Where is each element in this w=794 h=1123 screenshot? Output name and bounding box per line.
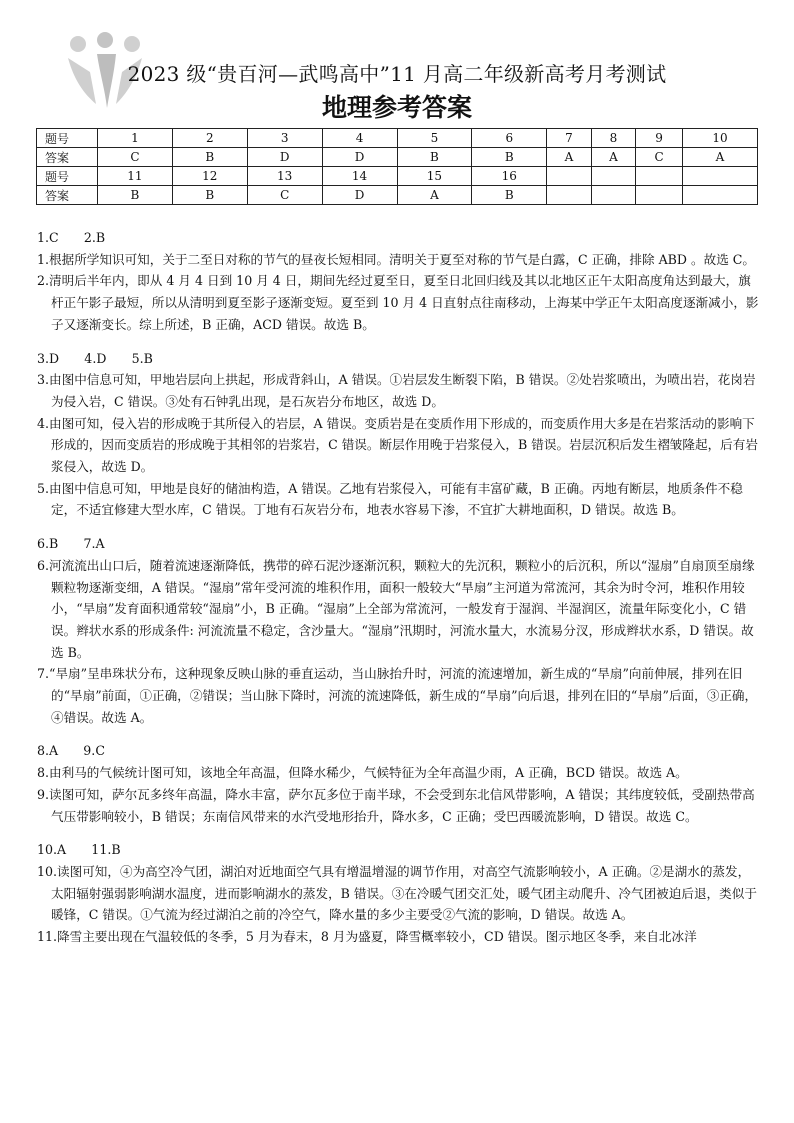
answer-explanations [37, 227, 762, 948]
answer-cell [636, 167, 683, 186]
explanation-paragraph: 4.由图可知，侵入岩的形成晚于其所侵入的岩层，A 错误。变质岩是在变质作用下形成的，而变质作用大多是在岩浆活动的影响下形成的，因而变质岩的形成晚于其相邻的岩浆岩，C 错误。断层作用晚于岩浆侵入，B 错误。岩层沉积后发生褶皱隆起，后有岩浆侵入，故选 D。 [37, 415, 758, 475]
answer-table-row [37, 148, 758, 167]
explanation-paragraph: 7.“旱扇”呈串珠状分布，这种现象反映山脉的垂直运动，当山脉抬升时，河流的流速增加，新生成的“旱扇”向前伸展，排列在旧的“旱扇”前面，①正确，②错误；当山脉下降时，河流的流速降低，新生成的“旱扇”向后退，排列在旧的“旱扇”后面，③正确，④错误。故选 A。 [37, 666, 758, 725]
answer-group: 8.A 9.C [37, 743, 105, 759]
answer-table [36, 128, 758, 205]
answer-cell: A [683, 148, 758, 167]
answer-cell [591, 167, 635, 186]
explanation-paragraph: 3.由图中信息可知，甲地岩层向上拱起，形成背斜山，A 错误。①岩层发生断裂下陷，B 错误。②处岩浆喷出，为喷出岩，花岗岩为侵入岩，C 错误。③处有石钟乳出现，是石灰岩分布地区，故选 D。 [37, 372, 756, 409]
explanation-paragraph: 5.由图中信息可知，甲地是良好的储油构造，A 错误。乙地有岩浆侵入，可能有丰富矿藏，B 正确。丙地有断层，地质条件不稳定，不适宜修建大型水库，C 错误。丁地有石灰岩分布，地表水容易下渗，不宜扩大耕地面积，D 错误。故选 B。 [37, 480, 743, 518]
answer-table-row [37, 129, 758, 148]
answer-cell [683, 186, 758, 205]
answer-cell: C [636, 148, 683, 167]
answer-cell: C [98, 148, 173, 167]
answer-cell: B [172, 148, 247, 167]
row-header-cell: 题号 [37, 167, 98, 186]
answer-cell: A [397, 186, 472, 205]
answer-cell: D [322, 148, 397, 167]
answer-cell: B [397, 148, 472, 167]
answer-cell: B [472, 186, 547, 205]
answer-cell: D [247, 148, 322, 167]
answer-cell [683, 167, 758, 186]
page-title: 地理参考答案 [321, 93, 472, 122]
answer-cell [591, 186, 635, 205]
answer-cell: 7 [547, 129, 591, 148]
explanation-paragraph: 9.读图可知，萨尔瓦多终年高温，降水丰富，萨尔瓦多位于南半球，不会受到东北信风带影响，A 错误；其纬度较低，受副热带高气压带影响较小，B 错误；东南信风带来的水汽受地形抬升，降水多，C 正确；受巴西暖流影响，D 错误。故选 C。 [37, 786, 755, 824]
answer-cell [547, 186, 591, 205]
answer-cell: 15 [397, 167, 472, 186]
answer-cell: 4 [322, 129, 397, 148]
answer-cell: B [472, 148, 547, 167]
answer-cell: 6 [472, 129, 547, 148]
answer-cell: 13 [247, 167, 322, 186]
answer-cell: 8 [591, 129, 635, 148]
answer-cell: 3 [247, 129, 322, 148]
explanation-paragraph: 8.由利马的气候统计图可知，该地全年高温，但降水稀少，气候特征为全年高温少雨，A 正确，BCD 错误。故选 A。 [37, 765, 688, 781]
answer-cell: 2 [172, 129, 247, 148]
explanation-paragraph: 1.根据所学知识可知，关于二至日对称的节气的昼夜长短相同。清明关于夏至对称的节气是白露，C 正确，排除 ABD 。故选 C。 [37, 251, 756, 267]
answer-cell: 5 [397, 129, 472, 148]
explanation-paragraph: 11.降雪主要出现在气温较低的冬季，5 月为春末，8 月为盛夏，降雪概率较小，CD 错误。图示地区冬季，来自北冰洋 [37, 929, 697, 945]
row-header-cell: 答案 [37, 186, 98, 205]
answer-group: 3.D 4.D 5.B [37, 350, 153, 366]
answer-table-row [37, 186, 758, 205]
answer-cell: A [591, 148, 635, 167]
answer-cell: A [547, 148, 591, 167]
explanation-paragraph: 6.河流流出山口后，随着流速逐渐降低，携带的碎石泥沙逐渐沉积，颗粒大的先沉积，颗粒小的后沉积，所以“湿扇”自扇顶至扇缘颗粒物逐渐变细，A 错误。“湿扇”常年受河流的堆积作用，面积一般较大“旱扇”主河道为常流河，其余为时令河，堆积作用较小，“旱扇”发育面积通常较“湿扇”小，B 正确。“湿扇”上全部为常流河，一般发育于湿润、半湿润区，流量年际变化小，C 错误。辫状水系的形成条件: 河流流量不稳定，含沙量大。“湿扇”汛期时，河流水量大，水流易分汊，形成辫状水系，D 错误。故选 B。 [37, 557, 755, 660]
row-header-cell: 题号 [37, 129, 98, 148]
answer-cell: B [172, 186, 247, 205]
answer-cell: 11 [98, 167, 173, 186]
answer-cell: B [98, 186, 173, 205]
answer-cell: 10 [683, 129, 758, 148]
answer-cell [636, 186, 683, 205]
answer-cell: 12 [172, 167, 247, 186]
answer-cell: 1 [98, 129, 173, 148]
answer-group: 10.A 11.B [37, 842, 121, 858]
answer-cell [547, 167, 591, 186]
answer-cell: C [247, 186, 322, 205]
answer-group: 6.B 7.A [37, 536, 105, 552]
explanation-paragraph: 10.读图可知，④为高空冷气团，湖泊对近地面空气具有增温增湿的调节作用，对高空气流影响较小，A 正确。②是湖水的蒸发，太阳辐射强弱影响湖水温度，进而影响湖水的蒸发，B 错误。③在冷暖气团交汇处，暖气团主动爬升、冷气团被迫后退，类似于暖锋，C 错误。①气流为经过湖泊之前的冷空气，降水量的多少主要受②气流的影响，D 错误。故选 A。 [37, 863, 757, 923]
answer-cell: 9 [636, 129, 683, 148]
answer-cell: 14 [322, 167, 397, 186]
exam-title: 2023 级“贵百河—武鸣高中”11 月高二年级新高考月考测试 [127, 62, 667, 86]
answer-table-row [37, 167, 758, 186]
row-header-cell: 答案 [37, 148, 98, 167]
answer-group: 1.C 2.B [37, 230, 106, 245]
explanation-paragraph: 2.清明后半年内，即从 4 月 4 日到 10 月 4 日，期间先经过夏至日，夏至日北回归线及其以北地区正午太阳高度角达到最大，旗杆正午影子最短，所以从清明到夏至影子逐渐变短。夏至到 10 月 4 日直射点往南移动，上海某中学正午太阳高度逐渐减小，影子又逐渐变长。综上所述，B 正确，ACD 错误。故选 B。 [37, 273, 759, 332]
answer-cell: 16 [472, 167, 547, 186]
answer-cell: D [322, 186, 397, 205]
